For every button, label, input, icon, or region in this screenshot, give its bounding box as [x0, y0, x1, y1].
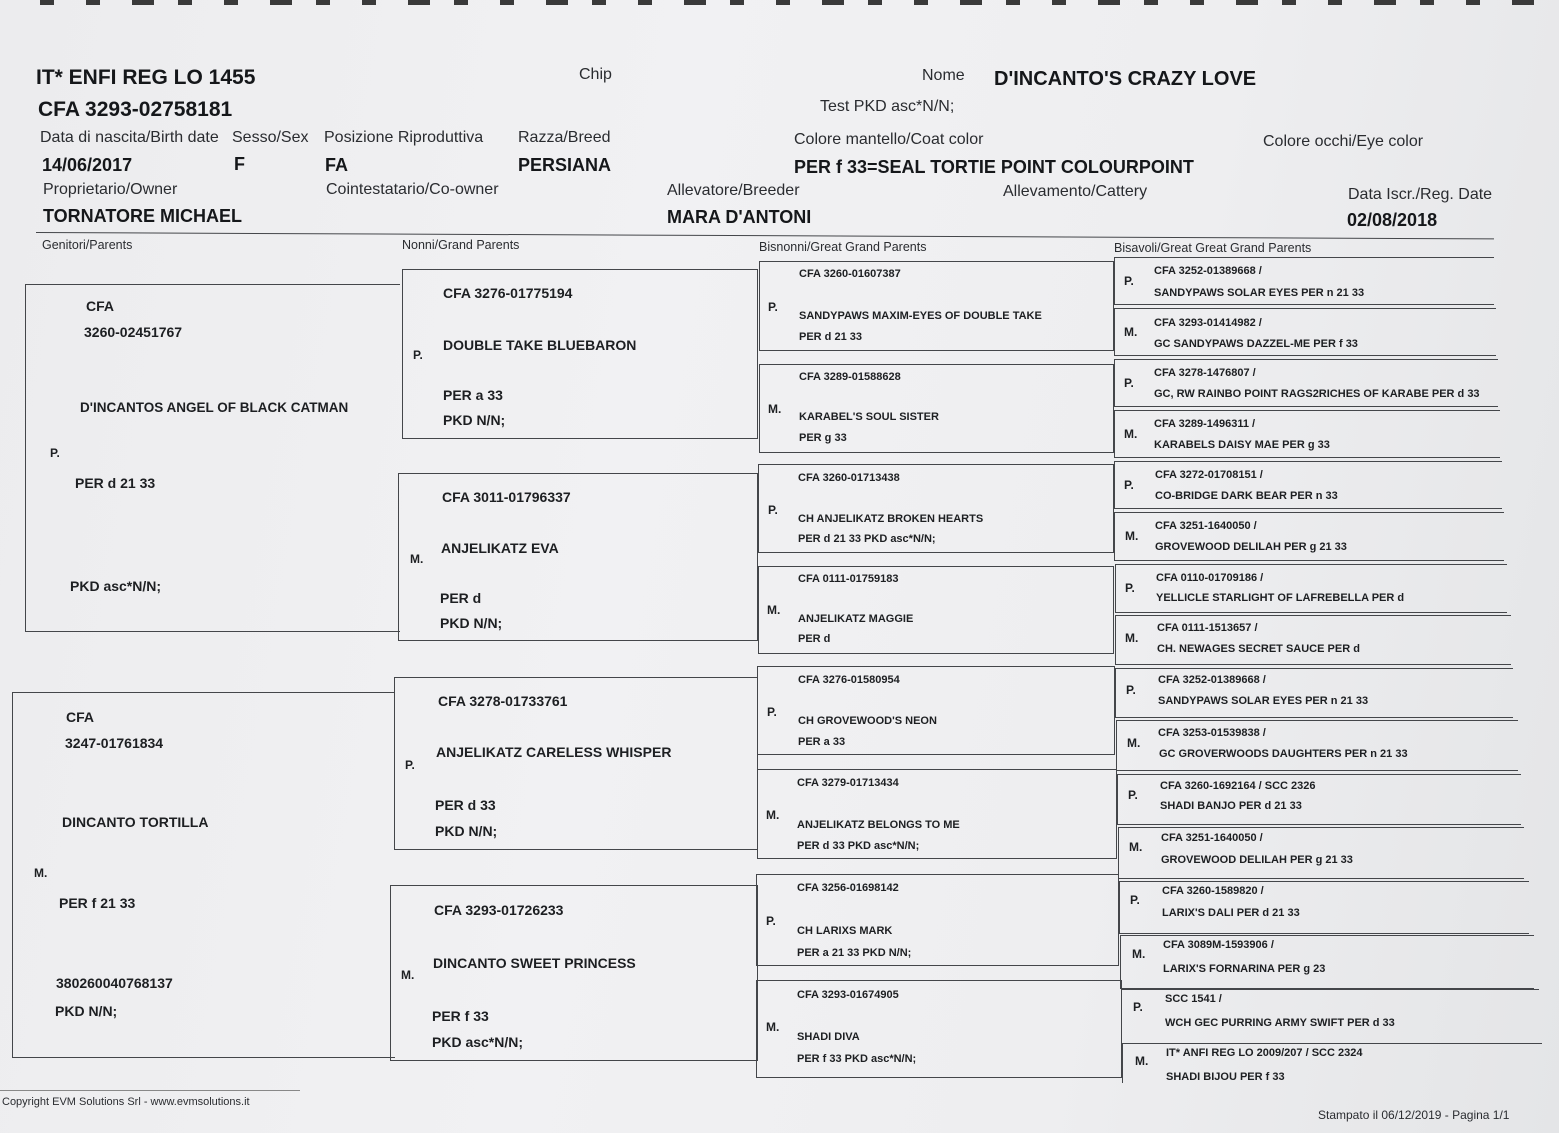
ggp5-color: PER a 33 — [798, 736, 846, 748]
ggp6-name: ANJELIKATZ BELONGS TO ME — [797, 819, 960, 831]
scan-edge-mark — [362, 0, 376, 5]
reg-date-label: Data Iscr./Reg. Date — [1348, 186, 1493, 203]
gp3-test: PKD N/N; — [435, 823, 498, 839]
scan-edge-mark — [1190, 0, 1204, 5]
gggp8-name: CH. NEWAGES SECRET SAUCE PER d — [1157, 643, 1360, 655]
gggp16-name: SHADI BIJOU PER f 33 — [1166, 1071, 1285, 1083]
owner-value: TORNATORE MICHAEL — [43, 206, 243, 226]
ggp7-name: CH LARIXS MARK — [797, 925, 893, 937]
ggp4-name: ANJELIKATZ MAGGIE — [798, 613, 914, 625]
gggp12-role: M. — [1129, 840, 1143, 854]
ggp5-role: P. — [767, 705, 777, 719]
gp2-color: PER d — [440, 590, 482, 606]
footer-divider — [0, 1090, 300, 1091]
great-grandparents-heading: Bisnonni/Great Grand Parents — [759, 240, 927, 254]
owner-label: Proprietario/Owner — [43, 181, 178, 198]
gggp13-role: P. — [1130, 893, 1140, 907]
gggp15-name: WCH GEC PURRING ARMY SWIFT PER d 33 — [1165, 1017, 1395, 1029]
gggp2-reg: CFA 3293-01414982 / — [1154, 317, 1262, 329]
ggp3-role: P. — [768, 503, 778, 517]
gggp15-role: P. — [1133, 1000, 1143, 1014]
gggp16-reg: IT* ANFI REG LO 2009/207 / SCC 2324 — [1166, 1047, 1363, 1059]
gggp2-role: M. — [1124, 325, 1138, 339]
sire-name: D'INCANTOS ANGEL OF BLACK CATMAN — [80, 400, 349, 415]
gggp3-role: P. — [1124, 376, 1134, 390]
scan-edge-mark — [730, 0, 744, 5]
gp2-name: ANJELIKATZ EVA — [441, 540, 559, 556]
ggp4-reg: CFA 0111-01759183 — [798, 573, 899, 585]
scan-edge-mark — [1328, 0, 1342, 5]
gp1-reg: CFA 3276-01775194 — [443, 285, 573, 301]
gggp14-reg: CFA 3089M-1593906 / — [1163, 939, 1274, 951]
scan-edge-mark — [1144, 0, 1158, 5]
scan-edge-mark — [132, 0, 154, 5]
gggp7-role: P. — [1125, 581, 1135, 595]
dam-role: M. — [34, 866, 48, 880]
dam-reg-number: 3247-01761834 — [65, 735, 164, 751]
sire-reg-prefix: CFA — [86, 298, 114, 314]
ggp4-color: PER d — [798, 633, 831, 645]
ggp5-name: CH GROVEWOOD'S NEON — [798, 715, 937, 727]
ggp3-name: CH ANJELIKATZ BROKEN HEARTS — [798, 513, 984, 525]
grandparents-heading: Nonni/Grand Parents — [402, 238, 520, 252]
gggp4-role: M. — [1124, 427, 1138, 441]
gp1-role: P. — [413, 348, 423, 362]
gggp15-reg: SCC 1541 / — [1165, 993, 1222, 1005]
sire-role: P. — [50, 446, 60, 460]
sex-value: F — [234, 154, 245, 174]
gggp2-name: GC SANDYPAWS DAZZEL-ME PER f 33 — [1154, 338, 1358, 350]
ggp7-role: P. — [766, 914, 776, 928]
gggp3-reg: CFA 3278-1476807 / — [1154, 367, 1256, 379]
name-label: Nome — [922, 67, 965, 84]
gggp16-role: M. — [1135, 1054, 1149, 1068]
gp4-test: PKD asc*N/N; — [432, 1034, 524, 1050]
chip-label: Chip — [579, 66, 612, 83]
gggp12-reg: CFA 3251-1640050 / — [1161, 832, 1263, 844]
gggp11-reg: CFA 3260-1692164 / SCC 2326 — [1160, 780, 1316, 792]
gggp9-name: SANDYPAWS SOLAR EYES PER n 21 33 — [1158, 695, 1369, 707]
breeder-value: MARA D'ANTONI — [667, 207, 812, 227]
gggp13-name: LARIX'S DALI PER d 21 33 — [1162, 907, 1300, 919]
gggp13-reg: CFA 3260-1589820 / — [1162, 885, 1264, 897]
breeder-label: Allevatore/Breeder — [667, 182, 800, 199]
scan-edge-mark — [178, 0, 192, 5]
gggp1-name: SANDYPAWS SOLAR EYES PER n 21 33 — [1154, 287, 1365, 299]
gggp5-name: CO-BRIDGE DARK BEAR PER n 33 — [1155, 490, 1338, 502]
sex-label: Sesso/Sex — [232, 129, 309, 146]
scan-edge-mark — [1374, 0, 1396, 5]
scan-edge-mark — [40, 0, 54, 5]
scan-edge-mark — [1052, 0, 1066, 5]
scan-edge-mark — [638, 0, 652, 5]
ggp2-role: M. — [768, 402, 782, 416]
scan-edge-mark — [1466, 0, 1480, 5]
gp4-name: DINCANTO SWEET PRINCESS — [433, 955, 636, 971]
coat-color-label: Colore mantello/Coat color — [794, 131, 984, 148]
scan-edge-mark — [1512, 0, 1534, 5]
coowner-label: Cointestatario/Co-owner — [326, 181, 499, 198]
great-great-grandparents-heading: Bisavoli/Great Great Grand Parents — [1114, 241, 1312, 255]
gggp6-role: M. — [1125, 529, 1139, 543]
gp4-reg: CFA 3293-01726233 — [434, 902, 564, 918]
scan-edge-mark — [408, 0, 430, 5]
ggp8-reg: CFA 3293-01674905 — [797, 989, 899, 1001]
cfa-registration: CFA 3293-02758181 — [38, 98, 233, 121]
gp2-role: M. — [410, 552, 424, 566]
scan-edge-mark — [86, 0, 100, 5]
gp3-name: ANJELIKATZ CARELESS WHISPER — [436, 744, 672, 760]
registration-number: IT* ENFI REG LO 1455 — [36, 66, 256, 89]
ggp6-reg: CFA 3279-01713434 — [797, 777, 899, 789]
ggp3-reg: CFA 3260-01713438 — [798, 472, 900, 484]
gggp8-role: M. — [1125, 631, 1139, 645]
ggp2-name: KARABEL'S SOUL SISTER — [799, 411, 939, 423]
gp2-test: PKD N/N; — [440, 615, 503, 631]
reg-date-value: 02/08/2018 — [1347, 210, 1438, 230]
repro-label: Posizione Riproduttiva — [324, 129, 484, 146]
gggp9-role: P. — [1126, 683, 1136, 697]
ggp4-role: M. — [767, 603, 781, 617]
gggp7-reg: CFA 0110-01709186 / — [1156, 572, 1264, 584]
eye-color-label: Colore occhi/Eye color — [1263, 133, 1424, 150]
scan-edge-mark — [776, 0, 790, 5]
ggp1-name: SANDYPAWS MAXIM-EYES OF DOUBLE TAKE — [799, 310, 1042, 322]
ggp1-color: PER d 21 33 — [799, 331, 862, 343]
scan-edge-mark — [316, 0, 330, 5]
cat-name: D'INCANTO'S CRAZY LOVE — [994, 68, 1257, 90]
scan-edge-mark — [546, 0, 568, 5]
gggp10-reg: CFA 3253-01539838 / — [1158, 727, 1266, 739]
gggp4-reg: CFA 3289-1496311 / — [1154, 418, 1256, 430]
gggp1-reg: CFA 3252-01389668 / — [1154, 265, 1262, 277]
scan-edge-mark — [592, 0, 606, 5]
gggp14-role: M. — [1132, 947, 1146, 961]
breed-label: Razza/Breed — [518, 129, 611, 146]
gp3-color: PER d 33 — [435, 797, 496, 813]
ggp8-role: M. — [766, 1020, 780, 1034]
gggp1-role: P. — [1124, 274, 1134, 288]
dam-test: PKD N/N; — [55, 1003, 118, 1019]
ggp3-color: PER d 21 33 PKD asc*N/N; — [798, 533, 936, 545]
gggp14-name: LARIX'S FORNARINA PER g 23 — [1163, 963, 1326, 975]
scan-edge-mark — [684, 0, 706, 5]
dam-name: DINCANTO TORTILLA — [62, 814, 209, 830]
gp3-reg: CFA 3278-01733761 — [438, 693, 568, 709]
gp1-color: PER a 33 — [443, 387, 503, 403]
ggp6-role: M. — [766, 808, 780, 822]
gggp11-role: P. — [1128, 788, 1138, 802]
parents-heading: Genitori/Parents — [42, 238, 133, 252]
gp1-name: DOUBLE TAKE BLUEBARON — [443, 337, 637, 353]
ggp8-name: SHADI DIVA — [797, 1031, 860, 1043]
gggp9-reg: CFA 3252-01389668 / — [1158, 674, 1266, 686]
dam-reg-prefix: CFA — [66, 709, 94, 725]
ggp5-reg: CFA 3276-01580954 — [798, 674, 900, 686]
gp4-role: M. — [401, 968, 415, 982]
scan-edge-mark — [224, 0, 238, 5]
gggp7-name: YELLICLE STARLIGHT OF LAFREBELLA PER d — [1156, 592, 1405, 604]
birth-date: 14/06/2017 — [42, 155, 133, 175]
ggp8-color: PER f 33 PKD asc*N/N; — [797, 1053, 917, 1065]
scan-edge-mark — [868, 0, 882, 5]
cattery-label: Allevamento/Cattery — [1003, 183, 1148, 200]
scan-edge-mark — [500, 0, 514, 5]
copyright-text: Copyright EVM Solutions Srl - www.evmsolutions.it — [2, 1096, 250, 1108]
scan-edge-mark — [822, 0, 844, 5]
coat-color-value: PER f 33=SEAL TORTIE POINT COLOURPOINT — [794, 157, 1194, 177]
scan-edge-mark — [914, 0, 928, 5]
gggp4-name: KARABELS DAISY MAE PER g 33 — [1154, 439, 1330, 451]
ggp7-reg: CFA 3256-01698142 — [797, 882, 899, 894]
gp4-color: PER f 33 — [432, 1008, 489, 1024]
ggp7-color: PER a 21 33 PKD N/N; — [797, 947, 912, 959]
scan-edge-mark — [454, 0, 468, 5]
header-divider — [36, 232, 1494, 239]
scan-edge-mark — [1420, 0, 1434, 5]
dam-microchip: 380260040768137 — [56, 975, 173, 991]
ggp6-color: PER d 33 PKD asc*N/N; — [797, 840, 920, 852]
ggp1-role: P. — [768, 300, 778, 314]
ggp2-color: PER g 33 — [799, 432, 847, 444]
gggp6-reg: CFA 3251-1640050 / — [1155, 520, 1257, 532]
gp2-reg: CFA 3011-01796337 — [442, 489, 571, 505]
ggp1-reg: CFA 3260-01607387 — [799, 268, 901, 280]
scan-edge-mark — [1282, 0, 1296, 5]
gp3-role: P. — [405, 758, 415, 772]
dam-color: PER f 21 33 — [59, 895, 136, 911]
sire-test: PKD asc*N/N; — [70, 578, 162, 594]
gp1-test: PKD N/N; — [443, 412, 506, 428]
gggp5-reg: CFA 3272-01708151 / — [1155, 469, 1263, 481]
gggp10-name: GC GROVERWOODS DAUGHTERS PER n 21 33 — [1159, 748, 1408, 760]
scan-edge-marks — [0, 0, 1559, 6]
gggp10-role: M. — [1127, 736, 1141, 750]
gggp6-name: GROVEWOOD DELILAH PER g 21 33 — [1155, 541, 1347, 553]
gggp3-name: GC, RW RAINBO POINT RAGS2RICHES OF KARABE PER d 33 — [1154, 388, 1480, 400]
gggp5-role: P. — [1124, 478, 1134, 492]
ggp2-reg: CFA 3289-01588628 — [799, 371, 901, 383]
breed-value: PERSIANA — [518, 155, 612, 175]
gggp11-name: SHADI BANJO PER d 21 33 — [1160, 800, 1302, 812]
repro-value: FA — [325, 155, 349, 175]
scan-edge-mark — [1098, 0, 1120, 5]
sire-color: PER d 21 33 — [75, 475, 156, 491]
sire-reg-number: 3260-02451767 — [84, 324, 183, 340]
scan-edge-mark — [960, 0, 982, 5]
gggp8-reg: CFA 0111-1513657 / — [1157, 622, 1258, 634]
scan-edge-mark — [1006, 0, 1020, 5]
printed-date: Stampato il 06/12/2019 - Pagina 1/1 — [1318, 1108, 1510, 1122]
gggp12-name: GROVEWOOD DELILAH PER g 21 33 — [1161, 854, 1353, 866]
scan-edge-mark — [1236, 0, 1258, 5]
birth-date-label: Data di nascita/Birth date — [40, 129, 219, 146]
test-label: Test PKD asc*N/N; — [820, 98, 955, 115]
scan-edge-mark — [270, 0, 292, 5]
